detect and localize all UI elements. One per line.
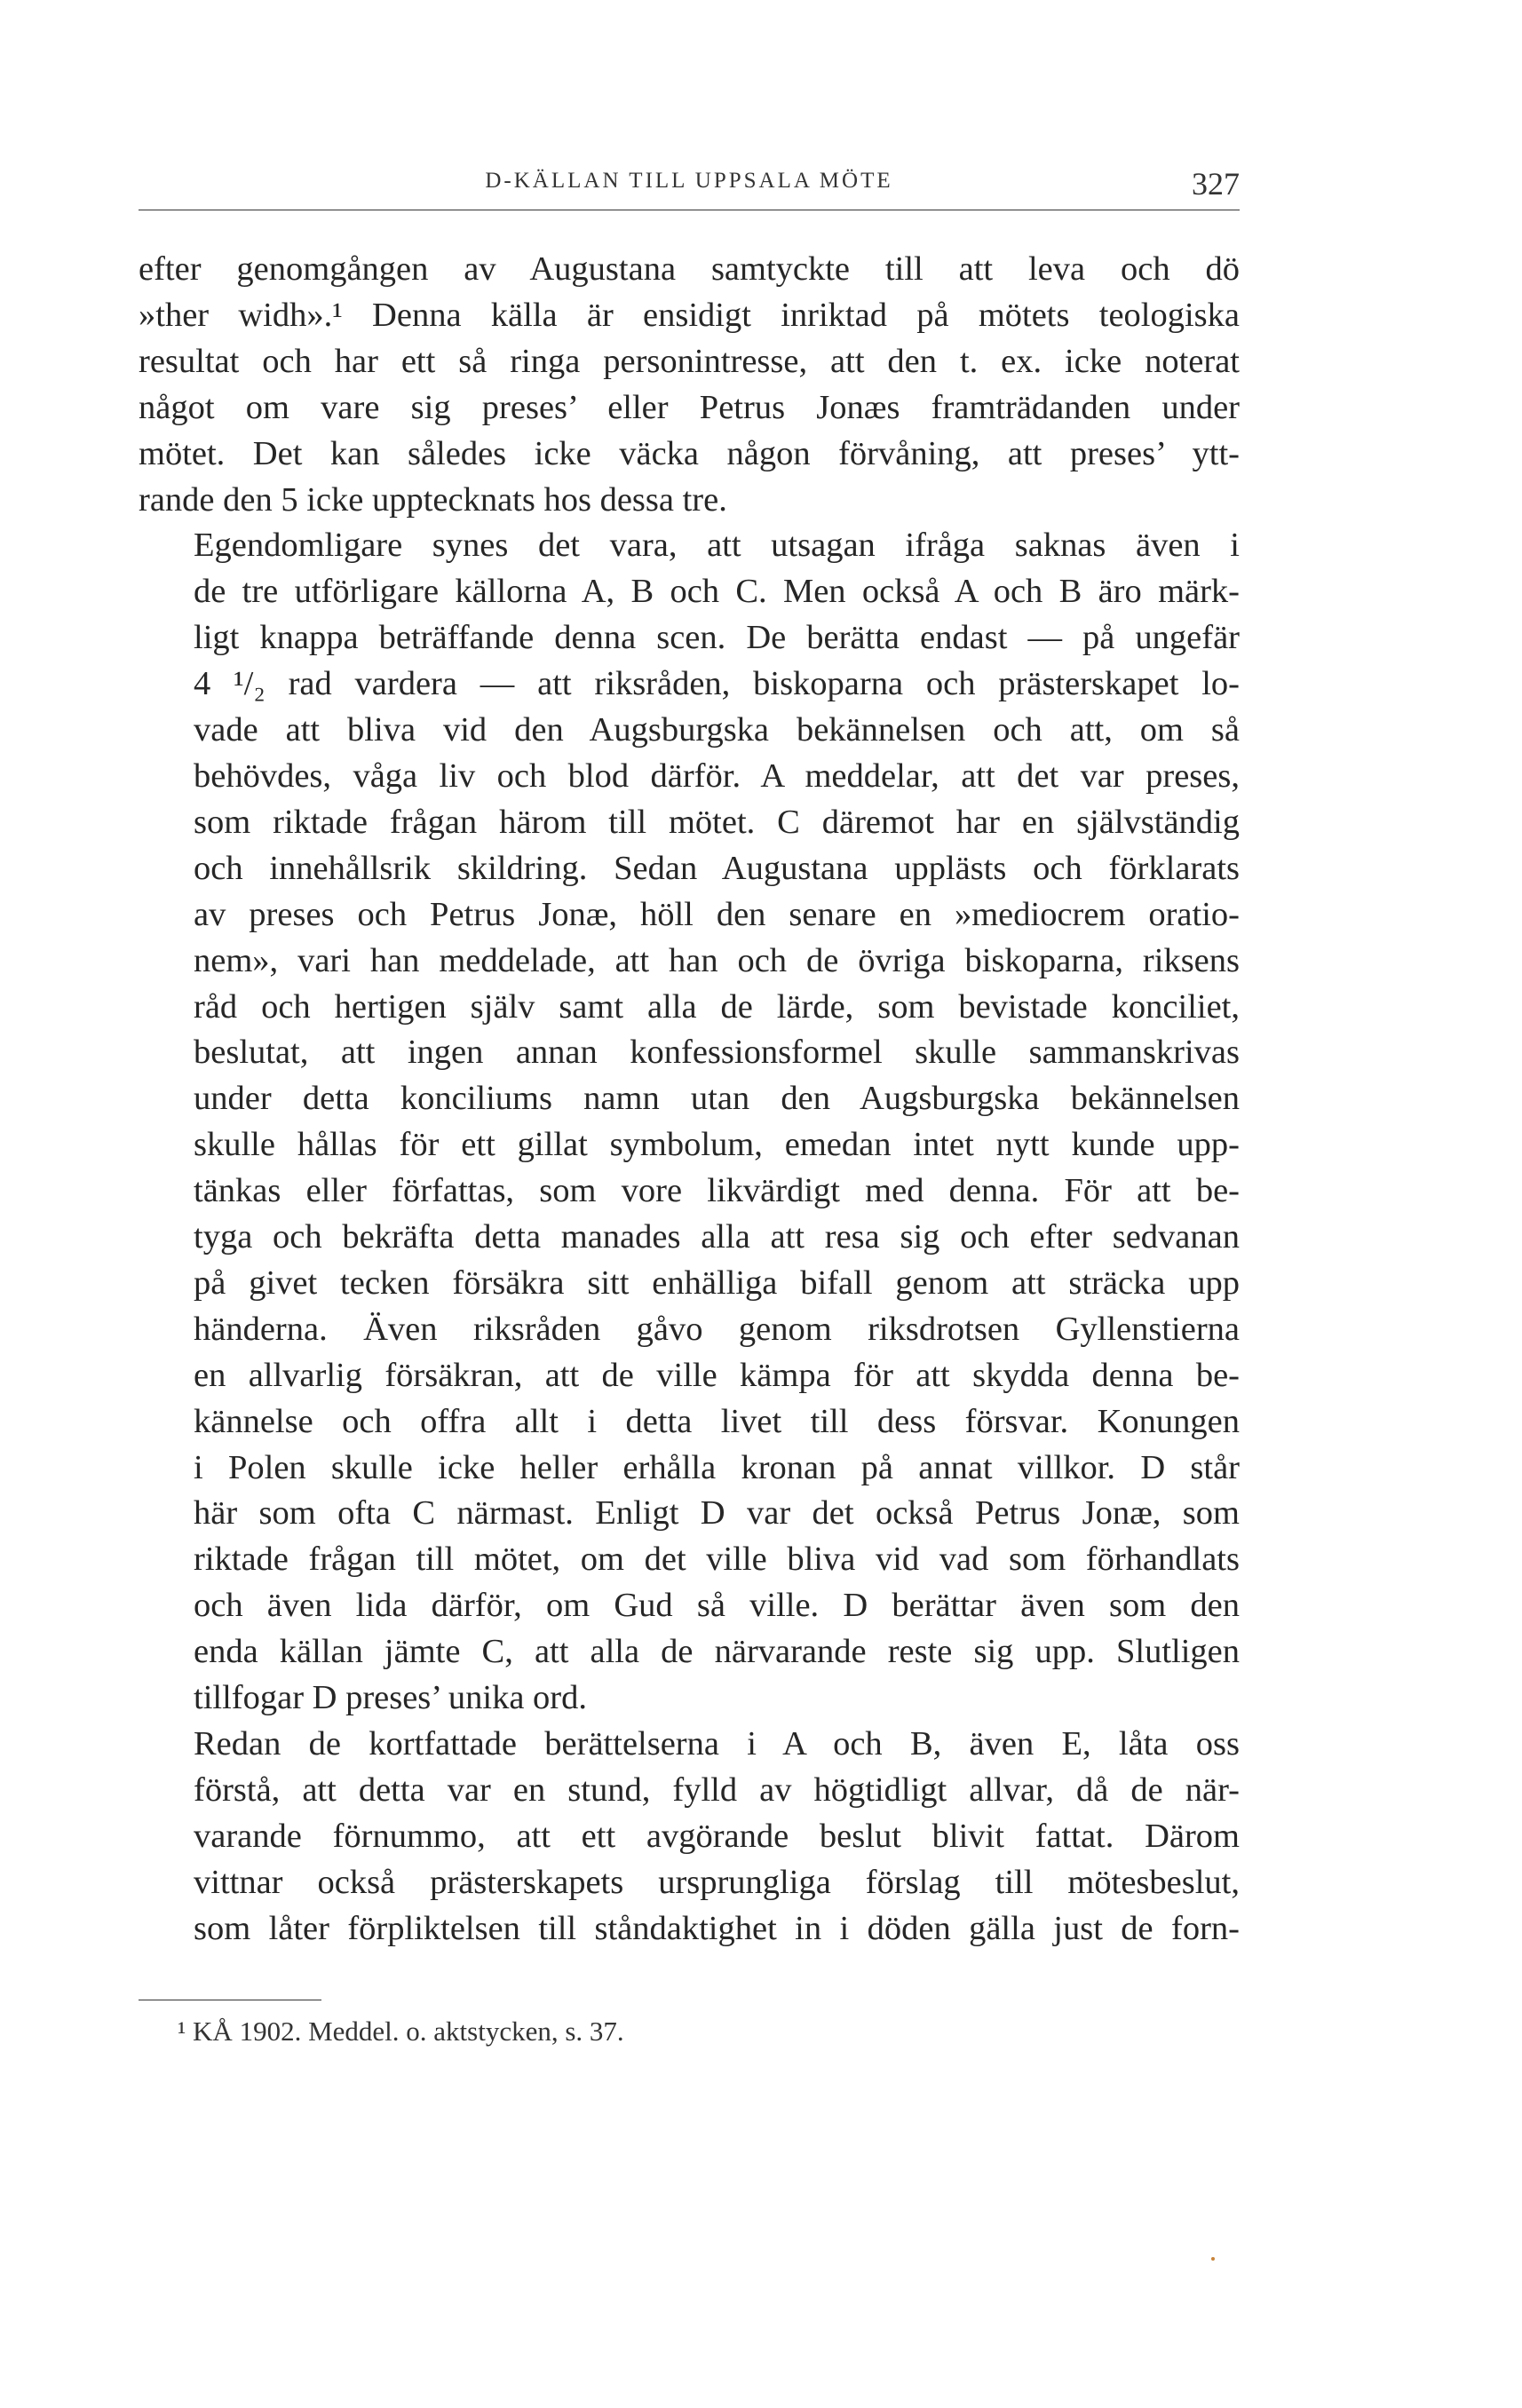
- text-line: och innehållsrik skildring. Sedan Augustana upplästs och förklarats: [194, 849, 1240, 887]
- paragraph: [139, 247, 1240, 523]
- text-line: i Polen skulle icke heller erhålla kronan på annat villkor. D står: [194, 1448, 1240, 1486]
- running-head: D-KÄLLAN TILL UPPSALA MÖTE: [485, 169, 893, 193]
- text-line: mötet. Det kan således icke väcka någon förvåning, att preses’ ytt-: [139, 434, 1240, 472]
- text-line: vade att bliva vid den Augsburgska bekännelsen och att, om så: [194, 711, 1240, 749]
- speck-mark: [1211, 2257, 1215, 2261]
- paragraph: [139, 523, 1240, 1722]
- body-text: [139, 247, 1240, 1953]
- text-line: skulle hållas för ett gillat symbolum, emedan intet nytt kunde upp-: [194, 1126, 1240, 1164]
- text-line: rande den 5 icke upptecknats hos dessa tre.: [139, 480, 727, 519]
- text-line: och även lida därför, om Gud så ville. D berättar även som den: [194, 1587, 1240, 1625]
- text-line: behövdes, våga liv och blod därför. A meddelar, att det var preses,: [194, 756, 1240, 795]
- text-line: Redan de kortfattade berättelserna i A och B, även E, låta oss: [194, 1725, 1240, 1762]
- text-line: enda källan jämte C, att alla de närvarande reste sig upp. Slutligen: [194, 1633, 1240, 1671]
- text-line: Egendomligare synes det vara, att utsagan ifråga saknas även i: [194, 527, 1240, 565]
- text-line: de tre utförligare källorna A, B och C. Men också A och B äro märk-: [194, 573, 1240, 611]
- text-line: av preses och Petrus Jonæ, höll den senare en »mediocrem oratio-: [194, 895, 1240, 933]
- text-line: tänkas eller författas, som vore likvärdigt med denna. För att be-: [194, 1172, 1240, 1210]
- text-line: under detta konciliums namn utan den Augsburgska bekännelsen: [194, 1080, 1240, 1118]
- text-line: här som ofta C närmast. Enligt D var det också Petrus Jonæ, som: [194, 1494, 1240, 1533]
- text-line: riktade frågan till mötet, om det ville bliva vid vad som förhandlats: [194, 1541, 1240, 1579]
- text-line: förstå, att detta var en stund, fylld av högtidligt allvar, då de när-: [194, 1770, 1240, 1809]
- text-line: resultat och har ett så ringa personintresse, att den t. ex. icke noterat: [139, 342, 1240, 380]
- text-line: vittnar också prästerskapets ursprungliga förslag till mötesbeslut,: [194, 1863, 1240, 1901]
- text-line: något om vare sig preses’ eller Petrus Jonæs framträdanden under: [139, 388, 1240, 426]
- footnote: ¹ KÅ 1902. Meddel. o. aktstycken, s. 37.: [178, 2016, 624, 2047]
- text-line: nem», vari han meddelade, att han och de övriga biskoparna, riksens: [194, 941, 1240, 979]
- text-line: varande förnummo, att ett avgörande beslut blivit fattat. Därom: [194, 1817, 1240, 1855]
- text-line: kännelse och offra allt i detta livet till dess försvar. Konungen: [194, 1402, 1240, 1440]
- text-line: som låter förpliktelsen till ståndaktighet in i döden gälla just de forn-: [194, 1909, 1240, 1947]
- text-line: på givet tecken försäkra sitt enhälliga bifall genom att sträcka upp: [194, 1263, 1240, 1302]
- text-line: tillfogar D preses’ unika ord.: [194, 1679, 587, 1717]
- text-line: en allvarlig försäkran, att de ville kämpa för att skydda denna be-: [194, 1356, 1240, 1394]
- text-line: råd och hertigen själv samt alla de lärde, som bevistade konciliet,: [194, 987, 1240, 1026]
- text-line: som riktade frågan härom till mötet. C däremot har en självständig: [194, 803, 1240, 841]
- text-line: efter genomgången av Augustana samtyckte till att leva och dö: [139, 250, 1240, 288]
- paragraph: [139, 1722, 1240, 1953]
- text-line: händerna. Även riksråden gåvo genom riksdrotsen Gyllenstierna: [194, 1310, 1240, 1348]
- page-number: 327: [1192, 166, 1240, 202]
- text-line: tyga och bekräfta detta manades alla att resa sig och efter sedvanan: [194, 1218, 1240, 1256]
- text-line: ligt knappa beträffande denna scen. De berätta endast — på ungefär: [194, 619, 1240, 657]
- page-header: [139, 165, 1240, 210]
- text-line: »ther widh».¹ Denna källa är ensidigt inriktad på mötets teologiska: [139, 296, 1240, 334]
- text-line: beslutat, att ingen annan konfessionsformel skulle sammanskrivas: [194, 1034, 1240, 1072]
- text-line: 4 ¹/₂ rad vardera — att riksråden, biskoparna och prästerskapet lo-: [194, 665, 1240, 703]
